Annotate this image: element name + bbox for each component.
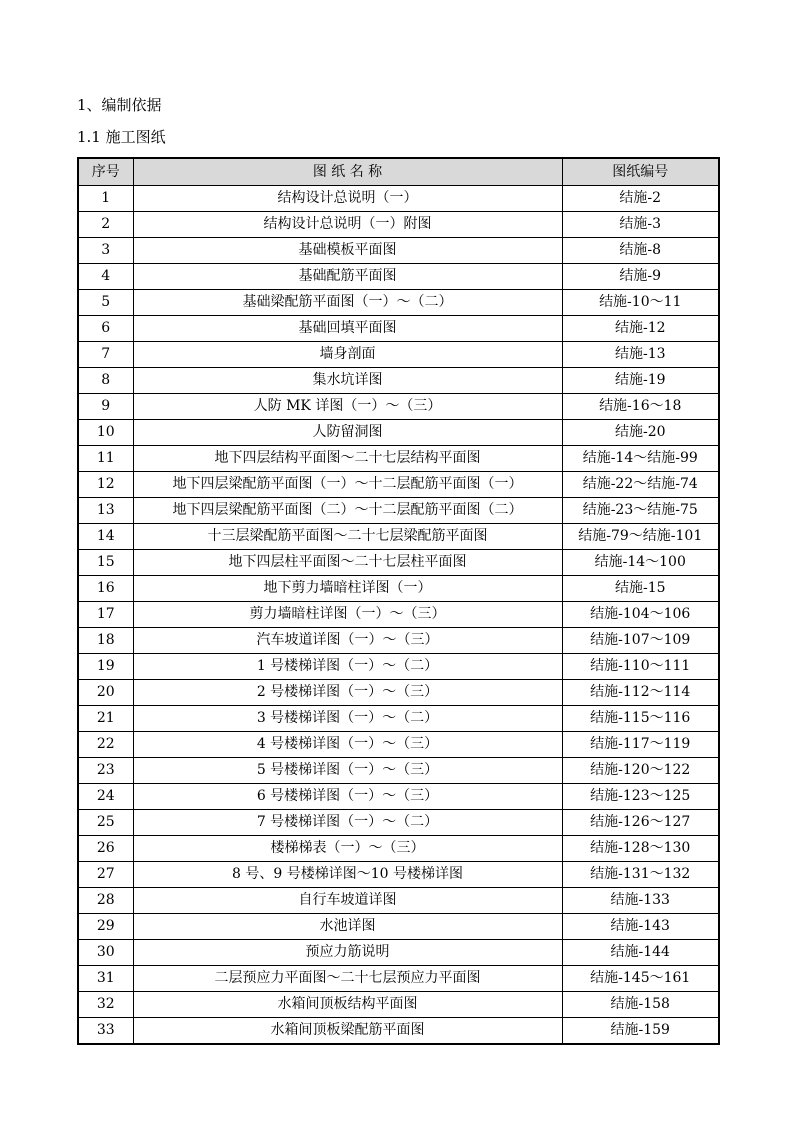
cell-code: 结施-14～100: [562, 550, 719, 576]
table-row: [78, 212, 719, 238]
cell-name: 水箱间顶板梁配筋平面图: [133, 1018, 562, 1045]
cell-code: 结施-159: [562, 1018, 719, 1045]
table-row: [78, 602, 719, 628]
cell-name: 5 号楼梯详图（一）～（三）: [133, 758, 562, 784]
cell-name: 基础模板平面图: [133, 238, 562, 264]
table-row: [78, 264, 719, 290]
cell-index: 26: [78, 836, 133, 862]
header-code: 图纸编号: [562, 158, 719, 186]
table-row: [78, 836, 719, 862]
table-row: [78, 992, 719, 1018]
table-row: [78, 706, 719, 732]
cell-code: 结施-79～结施-101: [562, 524, 719, 550]
table-row: [78, 290, 719, 316]
cell-code: 结施-126～127: [562, 810, 719, 836]
cell-index: 33: [78, 1018, 133, 1045]
cell-name: 地下剪力墙暗柱详图（一）: [133, 576, 562, 602]
table-row: [78, 732, 719, 758]
cell-name: 基础回填平面图: [133, 316, 562, 342]
table-row: [78, 420, 719, 446]
cell-index: 13: [78, 498, 133, 524]
cell-code: 结施-2: [562, 186, 719, 212]
table-row: [78, 238, 719, 264]
cell-name: 集水坑详图: [133, 368, 562, 394]
cell-name: 二层预应力平面图～二十七层预应力平面图: [133, 966, 562, 992]
cell-name: 剪力墙暗柱详图（一）～（三）: [133, 602, 562, 628]
cell-name: 地下四层结构平面图～二十七层结构平面图: [133, 446, 562, 472]
cell-index: 29: [78, 914, 133, 940]
table-row: [78, 342, 719, 368]
cell-index: 15: [78, 550, 133, 576]
table-row: [78, 758, 719, 784]
cell-index: 32: [78, 992, 133, 1018]
cell-index: 24: [78, 784, 133, 810]
cell-name: 人防 MK 详图（一）～（三）: [133, 394, 562, 420]
cell-index: 30: [78, 940, 133, 966]
table-row: [78, 550, 719, 576]
cell-index: 19: [78, 654, 133, 680]
table-row: [78, 1018, 719, 1045]
cell-name: 3 号楼梯详图（一）～（二）: [133, 706, 562, 732]
cell-index: 5: [78, 290, 133, 316]
table-row: [78, 316, 719, 342]
table-row: [78, 628, 719, 654]
cell-code: 结施-8: [562, 238, 719, 264]
cell-index: 7: [78, 342, 133, 368]
table-row: [78, 186, 719, 212]
cell-name: 4 号楼梯详图（一）～（三）: [133, 732, 562, 758]
header-name: 图 纸 名 称: [133, 158, 562, 186]
table-row: [78, 810, 719, 836]
cell-code: 结施-10～11: [562, 290, 719, 316]
table-row: [78, 940, 719, 966]
cell-index: 20: [78, 680, 133, 706]
cell-code: 结施-112～114: [562, 680, 719, 706]
cell-code: 结施-115～116: [562, 706, 719, 732]
table-header-row: [78, 158, 719, 186]
cell-index: 31: [78, 966, 133, 992]
cell-index: 12: [78, 472, 133, 498]
cell-index: 8: [78, 368, 133, 394]
cell-name: 基础梁配筋平面图（一）～（二）: [133, 290, 562, 316]
cell-name: 十三层梁配筋平面图～二十七层梁配筋平面图: [133, 524, 562, 550]
cell-name: 2 号楼梯详图（一）～（三）: [133, 680, 562, 706]
table-row: [78, 654, 719, 680]
cell-name: 墙身剖面: [133, 342, 562, 368]
cell-code: 结施-16～18: [562, 394, 719, 420]
cell-name: 1 号楼梯详图（一）～（二）: [133, 654, 562, 680]
cell-code: 结施-23～结施-75: [562, 498, 719, 524]
cell-code: 结施-19: [562, 368, 719, 394]
cell-code: 结施-133: [562, 888, 719, 914]
cell-code: 结施-143: [562, 914, 719, 940]
cell-code: 结施-14～结施-99: [562, 446, 719, 472]
cell-index: 21: [78, 706, 133, 732]
cell-code: 结施-144: [562, 940, 719, 966]
cell-name: 地下四层柱平面图～二十七层柱平面图: [133, 550, 562, 576]
cell-name: 自行车坡道详图: [133, 888, 562, 914]
cell-code: 结施-20: [562, 420, 719, 446]
cell-code: 结施-120～122: [562, 758, 719, 784]
cell-index: 1: [78, 186, 133, 212]
cell-name: 水池详图: [133, 914, 562, 940]
cell-code: 结施-104～106: [562, 602, 719, 628]
cell-name: 预应力筋说明: [133, 940, 562, 966]
cell-code: 结施-15: [562, 576, 719, 602]
cell-name: 结构设计总说明（一）: [133, 186, 562, 212]
cell-name: 水箱间顶板结构平面图: [133, 992, 562, 1018]
table-row: [78, 888, 719, 914]
cell-index: 23: [78, 758, 133, 784]
cell-name: 地下四层梁配筋平面图（二）～十二层配筋平面图（二）: [133, 498, 562, 524]
cell-code: 结施-158: [562, 992, 719, 1018]
table-body: [78, 186, 719, 1045]
cell-code: 结施-145～161: [562, 966, 719, 992]
table-row: [78, 966, 719, 992]
cell-code: 结施-3: [562, 212, 719, 238]
cell-index: 17: [78, 602, 133, 628]
cell-index: 18: [78, 628, 133, 654]
table-row: [78, 472, 719, 498]
table-row: [78, 862, 719, 888]
table-row: [78, 914, 719, 940]
cell-code: 结施-110～111: [562, 654, 719, 680]
cell-name: 汽车坡道详图（一）～（三）: [133, 628, 562, 654]
cell-index: 10: [78, 420, 133, 446]
cell-name: 地下四层梁配筋平面图（一）～十二层配筋平面图（一）: [133, 472, 562, 498]
table-row: [78, 680, 719, 706]
cell-name: 7 号楼梯详图（一）～（二）: [133, 810, 562, 836]
cell-code: 结施-117～119: [562, 732, 719, 758]
drawings-table: [77, 157, 720, 1045]
cell-code: 结施-12: [562, 316, 719, 342]
table-row: [78, 394, 719, 420]
cell-index: 9: [78, 394, 133, 420]
cell-name: 结构设计总说明（一）附图: [133, 212, 562, 238]
cell-code: 结施-107～109: [562, 628, 719, 654]
cell-index: 27: [78, 862, 133, 888]
cell-index: 14: [78, 524, 133, 550]
cell-code: 结施-22～结施-74: [562, 472, 719, 498]
section-heading: 1、编制依据: [77, 96, 162, 114]
cell-index: 16: [78, 576, 133, 602]
cell-index: 25: [78, 810, 133, 836]
header-index: 序号: [78, 158, 133, 186]
table-row: [78, 368, 719, 394]
cell-index: 2: [78, 212, 133, 238]
cell-index: 28: [78, 888, 133, 914]
cell-name: 基础配筋平面图: [133, 264, 562, 290]
cell-code: 结施-128～130: [562, 836, 719, 862]
cell-code: 结施-9: [562, 264, 719, 290]
subsection-heading: 1.1 施工图纸: [77, 128, 166, 146]
cell-index: 11: [78, 446, 133, 472]
table-row: [78, 446, 719, 472]
table-row: [78, 784, 719, 810]
cell-code: 结施-13: [562, 342, 719, 368]
cell-name: 人防留洞图: [133, 420, 562, 446]
cell-index: 6: [78, 316, 133, 342]
table-row: [78, 524, 719, 550]
table-row: [78, 576, 719, 602]
cell-name: 楼梯梯表（一）～（三）: [133, 836, 562, 862]
cell-name: 8 号、9 号楼梯详图～10 号楼梯详图: [133, 862, 562, 888]
cell-index: 3: [78, 238, 133, 264]
cell-index: 22: [78, 732, 133, 758]
table-row: [78, 498, 719, 524]
cell-index: 4: [78, 264, 133, 290]
cell-code: 结施-131～132: [562, 862, 719, 888]
cell-code: 结施-123～125: [562, 784, 719, 810]
cell-name: 6 号楼梯详图（一）～（三）: [133, 784, 562, 810]
